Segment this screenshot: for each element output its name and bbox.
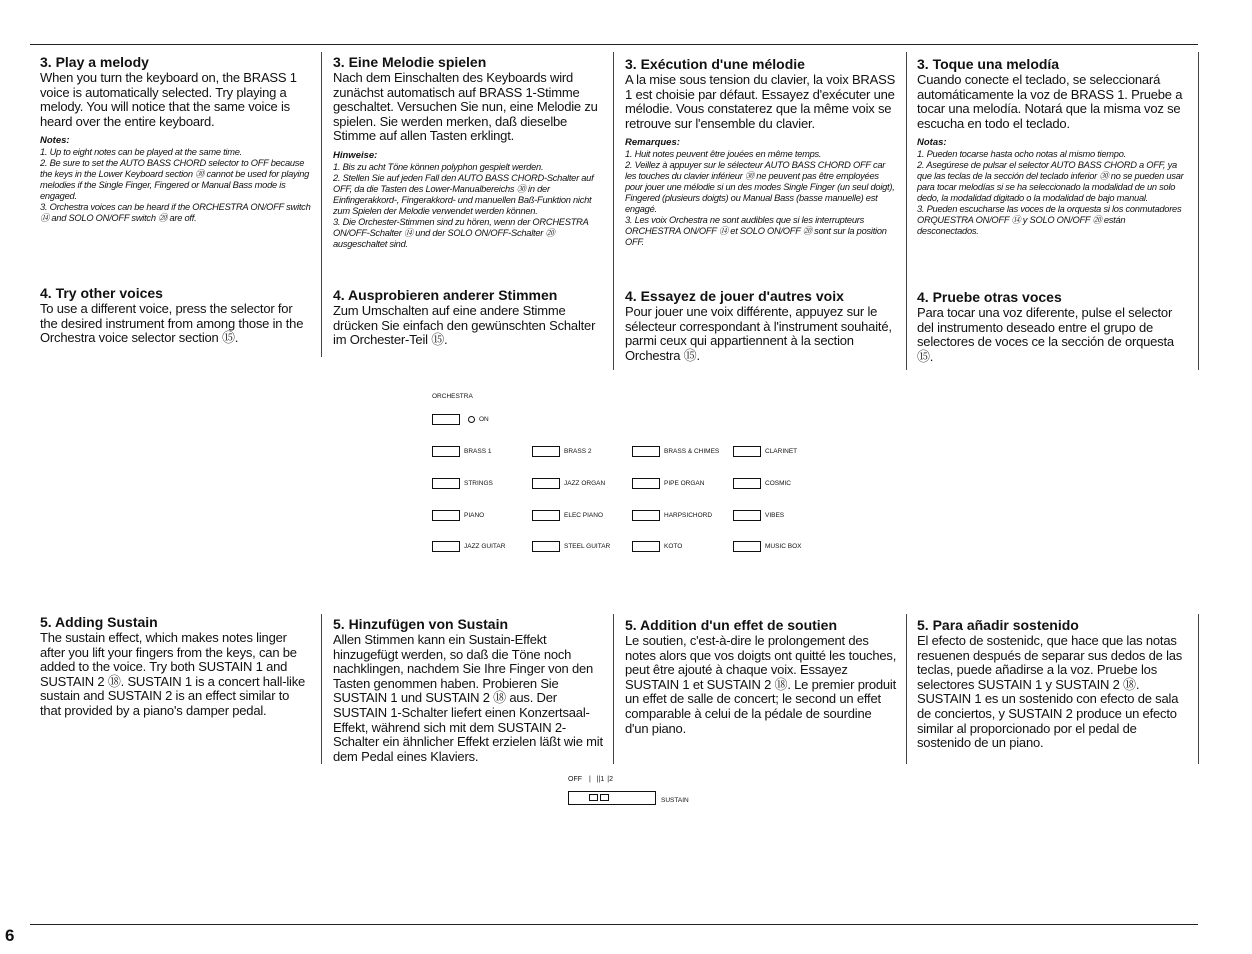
- voice-selector-brass-1[interactable]: [432, 446, 491, 457]
- page-number: 6: [5, 926, 15, 945]
- sustain-scale: OFF | ||1 |2: [568, 776, 613, 783]
- voice-selector-music-box[interactable]: [733, 541, 801, 552]
- section-body: El efecto de sostenidc, que hace que las notas resuenen después de separar sus dedos de las teclas, puede añadirse a la voz. Pruebe los selectores SUSTAIN 1 y SUSTAIN 2 ⑱. SUSTAIN 1 es un sostenido con efecto de sala de conciertos, y SUSTAIN 2 produce un efecto similar al proporcionado por el pedal de sostenido de un piano.: [917, 633, 1183, 751]
- voice-label: BRASS & CHIMES: [664, 448, 720, 455]
- voice-selector-jazz-guitar[interactable]: [432, 541, 505, 552]
- section-body: Allen Stimmen kann ein Sustain-Effekt hinzugefügt werden, so daß die Töne noch nachklingen, nachdem Sie Ihre Finger von den Tasten genommen haben. Probieren Sie SUSTAIN 1 und SUSTAIN 2 ⑱ aus. Der SUSTAIN 1-Schalter liefert einen Konzertsaal-Effekt, während sich mit dem SUSTAIN 2-Schalter ein ähnlicher Effekt erzielen läßt wie mit dem Pedal eines Klaviers.: [333, 632, 603, 764]
- voice-label: KOTO: [664, 543, 683, 550]
- play-melody-fr: [625, 56, 897, 248]
- notes-heading: Remarques:: [625, 137, 680, 149]
- voice-selector-elec-piano[interactable]: [532, 510, 603, 521]
- section-heading: 4. Try other voices: [40, 285, 163, 301]
- column-divider: [321, 52, 322, 357]
- selector-button[interactable]: [632, 510, 660, 521]
- voice-selector-jazz-organ[interactable]: [532, 478, 605, 489]
- voice-selector-brass-2[interactable]: [532, 446, 591, 457]
- section-body: The sustain effect, which makes notes linger after you lift your fingers from the keys, can be added to the voice. Try both SUSTAIN 1 and SUSTAIN 2 ⑱. SUSTAIN 1 is a concert hall-like sustain and SUSTAIN 2 is an effect similar to that provided by a piano's damper pedal.: [40, 630, 306, 718]
- note-item: 2. Asegúrese de pulsar el selector AUTO BASS CHORD a OFF, ya que las teclas de la sección del teclado inferior ㉚ no se pueden usar para tocar melodías si se ha seleccionado la modalidad de un solo dedo, la modalidad digitado o la modalidad de bajo manual.: [917, 160, 1184, 204]
- section-heading: 4. Ausprobieren anderer Stimmen: [333, 287, 558, 303]
- note-item: 2. Stellen Sie auf jeden Fall den AUTO BASS CHORD-Schalter auf OFF, da die Tasten des Lower-Manualbereichs ㉚ in der Einfingerakkord-, Fingerakkord- und manuellen Baß-Funktion nicht zum Spielen der Melodie verwendet werden können.: [333, 172, 594, 216]
- on-label: ON: [479, 416, 489, 423]
- note-item: 2. Veillez à appuyer sur le sélecteur AUTO BASS CHORD OFF car les touches du clavier inférieur ㉚ ne peuvent pas être employées pour jouer une mélodie si un des modes Single Finger (un seul doigt), Fingered (plusieurs doigts) ou Manual Bass (basse manuelle) est engagé.: [625, 160, 895, 215]
- selector-button[interactable]: [432, 414, 460, 425]
- column-divider: [1198, 52, 1199, 370]
- other-voices-fr: [625, 288, 897, 363]
- voice-selector-vibes[interactable]: [733, 510, 784, 521]
- column-divider: [1198, 614, 1199, 764]
- section-heading: 3. Exécution d'une mélodie: [625, 56, 805, 72]
- section-body: Nach dem Einschalten des Keyboards wird zunächst automatisch auf BRASS 1-Stimme geschaltet. Versuchen Sie nun, eine Melodie zu spielen. Sie werden merken, daß dieselbe Stimme auf allen Tasten erklingt.: [333, 70, 598, 144]
- column-divider: [906, 614, 907, 764]
- section-heading: 4. Pruebe otras voces: [917, 289, 1062, 305]
- voice-selector-harpsichord[interactable]: [632, 510, 712, 521]
- note-item: 1. Up to eight notes can be played at the same time.: [40, 147, 242, 158]
- sustain-en: [40, 614, 312, 719]
- note-item: 1. Pueden tocarse hasta ocho notas al mismo tiempo.: [917, 149, 1126, 160]
- section-body: Para tocar una voz diferente, pulse el selector del instrumento deseado entre el grupo de selectores de voces ce la sección de orquesta ⑮.: [917, 305, 1174, 364]
- voice-label: ELEC PIANO: [564, 512, 604, 519]
- bottom-rule: [30, 924, 1198, 925]
- voice-label: BRASS 2: [564, 448, 592, 455]
- column-divider: [613, 52, 614, 370]
- section-heading: 3. Toque una melodía: [917, 56, 1060, 72]
- sustain-off-label: OFF: [568, 776, 582, 783]
- selector-button[interactable]: [733, 541, 761, 552]
- notes-heading: Notes:: [40, 135, 70, 147]
- column-divider: [321, 614, 322, 764]
- on-indicator-icon: [468, 416, 475, 423]
- column-divider: [613, 614, 614, 764]
- selector-button[interactable]: [632, 541, 660, 552]
- play-melody-en: [40, 54, 312, 224]
- selector-button[interactable]: [632, 446, 660, 457]
- sustain-pos-1-label: 1: [600, 776, 605, 783]
- sustain-es: [917, 617, 1189, 751]
- voice-label: STRINGS: [464, 480, 493, 487]
- sustain-pos-2-label: 2: [609, 776, 613, 783]
- selector-button[interactable]: [532, 510, 560, 521]
- note-item: 1. Bis zu acht Töne können polyphon gespielt werden.: [333, 161, 544, 172]
- top-rule: [30, 44, 1198, 45]
- note-item: 3. Die Orchester-Stimmen sind zu hören, wenn der ORCHESTRA ON/OFF-Schalter ⑭ und der SOLO ON/OFF-Schalter ⑳ ausgeschaltet sind.: [333, 216, 589, 249]
- notes-heading: Hinweise:: [333, 149, 378, 161]
- note-item: 3. Orchestra voices can be heard if the ORCHESTRA ON/OFF switch ⑭ and SOLO ON/OFF switch ⑳ are off.: [40, 202, 311, 224]
- voice-selector-cosmic[interactable]: [733, 478, 791, 489]
- note-item: 3. Les voix Orchestra ne sont audibles que si les interrupteurs ORCHESTRA ON/OFF ⑭ et SOLO ON/OFF ⑳ sont sur la position OFF.: [625, 215, 887, 248]
- play-melody-es: [917, 56, 1189, 237]
- section-heading: 5. Addition d'un effet de soutien: [625, 617, 838, 633]
- other-voices-es: [917, 289, 1189, 364]
- notes-heading: Notas:: [917, 137, 947, 149]
- slider-knob-icon[interactable]: [589, 794, 598, 801]
- note-item: 2. Be sure to set the AUTO BASS CHORD selector to OFF because the keys in the Lower Keyboard section ㉚ cannot be used for playing melodies if the Single Finger, Fingered or Manual Bass mode is engaged.: [40, 158, 310, 202]
- section-heading: 5. Para añadir sostenido: [917, 617, 1079, 633]
- voice-label: BRASS 1: [464, 448, 492, 455]
- section-body: To use a different voice, press the selector for the desired instrument from among those in the Orchestra voice selector section ⑮.: [40, 301, 304, 346]
- note-item: 3. Pueden escucharse las voces de la orquesta si los conmutadores ORQUESTRA ON/OFF ⑭ y SOLO ON/OFF ⑳ están desconectados.: [917, 204, 1182, 237]
- voice-selector-brass-chimes[interactable]: [632, 446, 719, 457]
- voice-label: VIBES: [765, 512, 785, 519]
- voice-selector-strings[interactable]: [432, 478, 493, 489]
- section-heading: 4. Essayez de jouer d'autres voix: [625, 288, 844, 304]
- column-divider: [906, 52, 907, 370]
- voice-label: MUSIC BOX: [765, 543, 802, 550]
- section-heading: 5. Adding Sustain: [40, 614, 158, 630]
- play-melody-de: [333, 54, 605, 250]
- orchestra-title: ORCHESTRA: [432, 393, 473, 400]
- voice-selector-koto[interactable]: [632, 541, 682, 552]
- sustain-de: [333, 616, 605, 764]
- voice-label: JAZZ ORGAN: [564, 480, 606, 487]
- sustain-switch[interactable]: [568, 776, 689, 804]
- selector-button[interactable]: [532, 478, 560, 489]
- selector-button[interactable]: [432, 478, 460, 489]
- section-body: When you turn the keyboard on, the BRASS 1 voice is automatically selected. Try playing a melody. You will notice that the same voice is heard over the entire keyboard.: [40, 70, 297, 129]
- note-item: 1. Huit notes peuvent être jouées en même temps.: [625, 149, 822, 160]
- section-heading: 5. Hinzufügen von Sustain: [333, 616, 509, 632]
- voice-selector-piano[interactable]: [432, 510, 484, 521]
- sustain-label: SUSTAIN: [661, 797, 689, 804]
- selector-button[interactable]: [733, 510, 761, 521]
- selector-button[interactable]: [432, 541, 460, 552]
- voice-selector-steel-guitar[interactable]: [532, 541, 610, 552]
- section-body: Pour jouer une voix différente, appuyez sur le sélecteur correspondant à l'instrument souhaité, parmi ceux qui appartiennent à la section Orchestra ⑮.: [625, 304, 892, 363]
- section-heading: 3. Eine Melodie spielen: [333, 54, 487, 70]
- other-voices-de: [333, 287, 605, 348]
- voice-label: HARPSICHORD: [664, 512, 713, 519]
- slider-knob-icon[interactable]: [600, 794, 609, 801]
- sustain-fr: [625, 617, 897, 736]
- orchestra-on-off-button[interactable]: [432, 414, 489, 425]
- section-body: Le soutien, c'est-à-dire le prolongement des notes alors que vos doigts ont quitté les touches, peut être ajouté à chaque voix. Essayez SUSTAIN 1 et SUSTAIN 2 ⑱. Le premier produit un effet de salle de concert; le second un effet comparable à celui de la pédale de sourdine d'un piano.: [625, 633, 897, 736]
- other-voices-en: [40, 285, 312, 346]
- voice-label: CLARINET: [765, 448, 798, 455]
- selector-button[interactable]: [733, 478, 761, 489]
- section-heading: 3. Play a melody: [40, 54, 149, 70]
- selector-button[interactable]: [432, 446, 460, 457]
- voice-label: PIANO: [464, 512, 485, 519]
- selector-button[interactable]: [632, 478, 660, 489]
- voice-label: JAZZ GUITAR: [464, 543, 506, 550]
- section-body: Zum Umschalten auf eine andere Stimme drücken Sie einfach den gewünschten Schalter im Orchester-Teil ⑮.: [333, 303, 596, 348]
- voice-label: COSMIC: [765, 480, 791, 487]
- selector-button[interactable]: [432, 510, 460, 521]
- voice-label: PIPE ORGAN: [664, 480, 705, 487]
- voice-label: STEEL GUITAR: [564, 543, 611, 550]
- voice-selector-clarinet[interactable]: [733, 446, 797, 457]
- section-body: A la mise sous tension du clavier, la voix BRASS 1 est choisie par défaut. Essayez d'exécuter une mélodie. Vous constaterez que la même voix se retrouve sur l'ensemble du clavier.: [625, 72, 896, 131]
- selector-button[interactable]: [532, 446, 560, 457]
- voice-selector-pipe-organ[interactable]: [632, 478, 704, 489]
- selector-button[interactable]: [733, 446, 761, 457]
- selector-button[interactable]: [532, 541, 560, 552]
- sustain-slider-track[interactable]: [568, 791, 656, 805]
- section-body: Cuando conecte el teclado, se seleccionará automáticamente la voz de BRASS 1. Pruebe a tocar una melodía. Notará que la misma voz se escucha en todo el teclado.: [917, 72, 1183, 131]
